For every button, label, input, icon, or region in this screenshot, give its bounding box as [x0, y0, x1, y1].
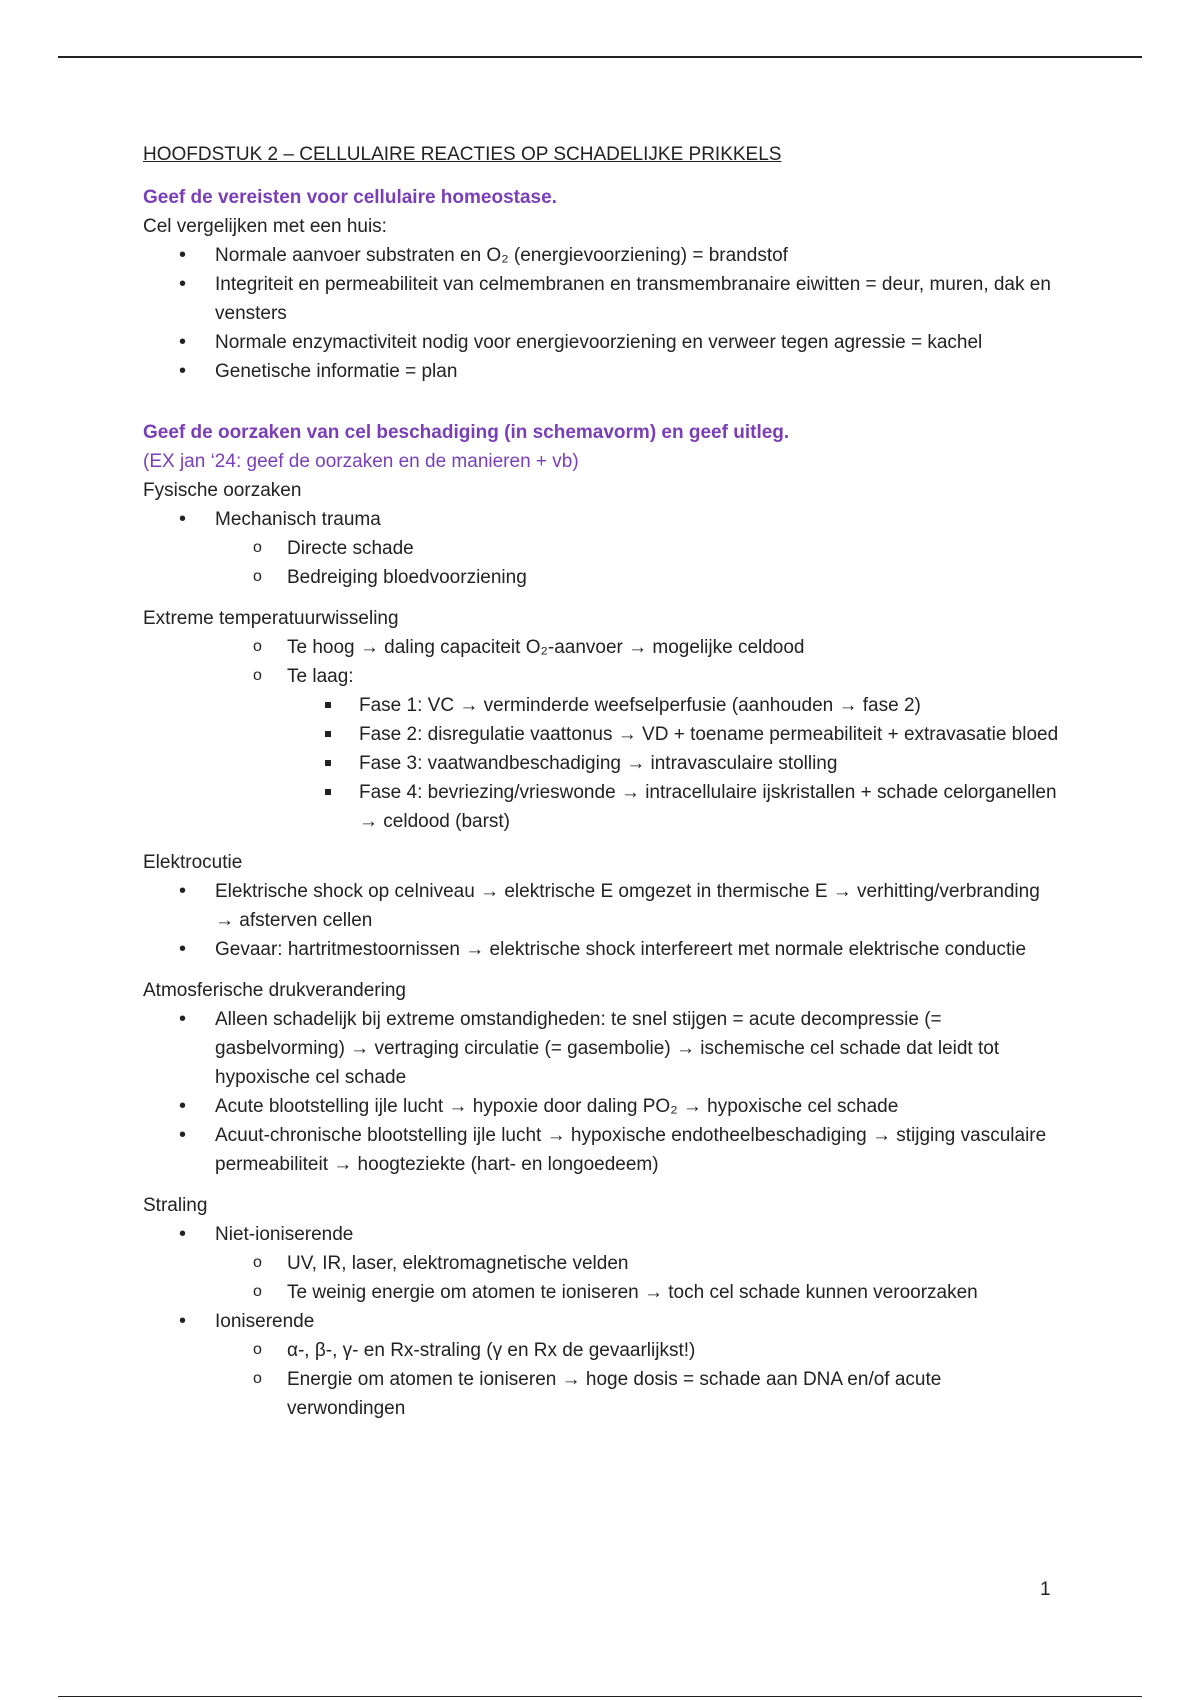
list-item: • Integriteit en permeabiliteit van celmembranen en transmembranaire eiwitten = deur, muren, dak en vensters	[143, 270, 1063, 328]
fysisch-list	[143, 505, 1063, 592]
question-homeostase: Geef de vereisten voor cellulaire homeostase.	[143, 187, 557, 208]
sub-list-item: o Te weinig energie om atomen te ioniseren → toch cel schade kunnen veroorzaken	[215, 1278, 1063, 1307]
section-straling: Straling	[143, 1195, 208, 1216]
header-rule	[58, 56, 1142, 58]
sub-list-item: o Bedreiging bloedvoorziening	[215, 563, 1063, 592]
list-item-label: Te laag:	[287, 666, 354, 687]
list-item	[143, 505, 1063, 592]
fase-item: Fase 3: vaatwandbeschadiging → intravasculaire stolling	[143, 749, 1063, 778]
chapter-title: HOOFDSTUK 2 – CELLULAIRE REACTIES OP SCHADELIJKE PRIKKELS	[143, 144, 782, 165]
fase-item: Fase 1: VC → verminderde weefselperfusie (aanhouden → fase 2)	[143, 691, 1063, 720]
list-item: • Acuut-chronische blootstelling ijle lucht → hypoxische endotheelbeschadiging → stijging vasculaire permeabiliteit → hoogteziekte (hart- en longoedeem)	[143, 1121, 1063, 1179]
list-item: • Normale aanvoer substraten en O₂ (energievoorziening) = brandstof	[143, 241, 1063, 270]
list-item: • Alleen schadelijk bij extreme omstandigheden: te snel stijgen = acute decompressie (= gasbelvorming) → vertraging circulatie (= gasembolie) → ischemische cel schade dat leidt tot hypoxische cel schade	[143, 1005, 1063, 1092]
sub-list-item: o UV, IR, laser, elektromagnetische velden	[215, 1249, 1063, 1278]
footer-rule	[58, 1696, 1142, 1697]
temperatuur-list	[143, 633, 1063, 691]
section-temperatuur: Extreme temperatuurwisseling	[143, 608, 399, 629]
list-item: • Acute blootstelling ijle lucht → hypoxie door daling PO₂ → hypoxische cel schade	[143, 1092, 1063, 1121]
section-fysisch: Fysische oorzaken	[143, 480, 302, 501]
sub-list-item: o α-, β-, γ- en Rx-straling (γ en Rx de gevaarlijkst!)	[215, 1336, 1063, 1365]
fase-item: Fase 4: bevriezing/vrieswonde → intracellulaire ijskristallen + schade celorganellen → celdood (barst)	[143, 778, 1063, 836]
straling-list	[143, 1220, 1063, 1423]
list-item-label: Ioniserende	[215, 1311, 315, 1332]
list-item-label: Niet-ioniserende	[215, 1224, 354, 1245]
section-druk: Atmosferische drukverandering	[143, 980, 406, 1001]
homeostase-list	[143, 241, 1063, 386]
list-item-label: Mechanisch trauma	[215, 509, 381, 530]
exam-hint: (EX jan ‘24: geef de oorzaken en de manieren + vb)	[143, 451, 579, 472]
fase-item: Fase 2: disregulatie vaattonus → VD + toename permeabiliteit + extravasatie bloed	[143, 720, 1063, 749]
sub-list-item: o Directe schade	[215, 534, 1063, 563]
list-item	[143, 1220, 1063, 1307]
page-number: 1	[1040, 1579, 1051, 1600]
druk-list	[143, 1005, 1063, 1179]
document-page	[143, 140, 1063, 1423]
sub-list-item: o Energie om atomen te ioniseren → hoge dosis = schade aan DNA en/of acute verwondingen	[215, 1365, 1063, 1423]
section-elektrocutie: Elektrocutie	[143, 852, 243, 873]
elektrocutie-list	[143, 877, 1063, 964]
list-item	[143, 1307, 1063, 1423]
intro-text: Cel vergelijken met een huis:	[143, 216, 387, 237]
fases-list	[143, 691, 1063, 836]
list-item: • Normale enzymactiviteit nodig voor energievoorziening en verweer tegen agressie = kachel	[143, 328, 1063, 357]
list-item: • Elektrische shock op celniveau → elektrische E omgezet in thermische E → verhitting/verbranding → afsterven cellen	[143, 877, 1063, 935]
list-item: • Gevaar: hartritmestoornissen → elektrische shock interfereert met normale elektrische conductie	[143, 935, 1063, 964]
question-oorzaken: Geef de oorzaken van cel beschadiging (in schemavorm) en geef uitleg.	[143, 422, 790, 443]
list-item: • Genetische informatie = plan	[143, 357, 1063, 386]
sub-list-item: o Te hoog → daling capaciteit O₂-aanvoer → mogelijke celdood	[143, 633, 1063, 662]
sub-list-item	[143, 662, 1063, 691]
